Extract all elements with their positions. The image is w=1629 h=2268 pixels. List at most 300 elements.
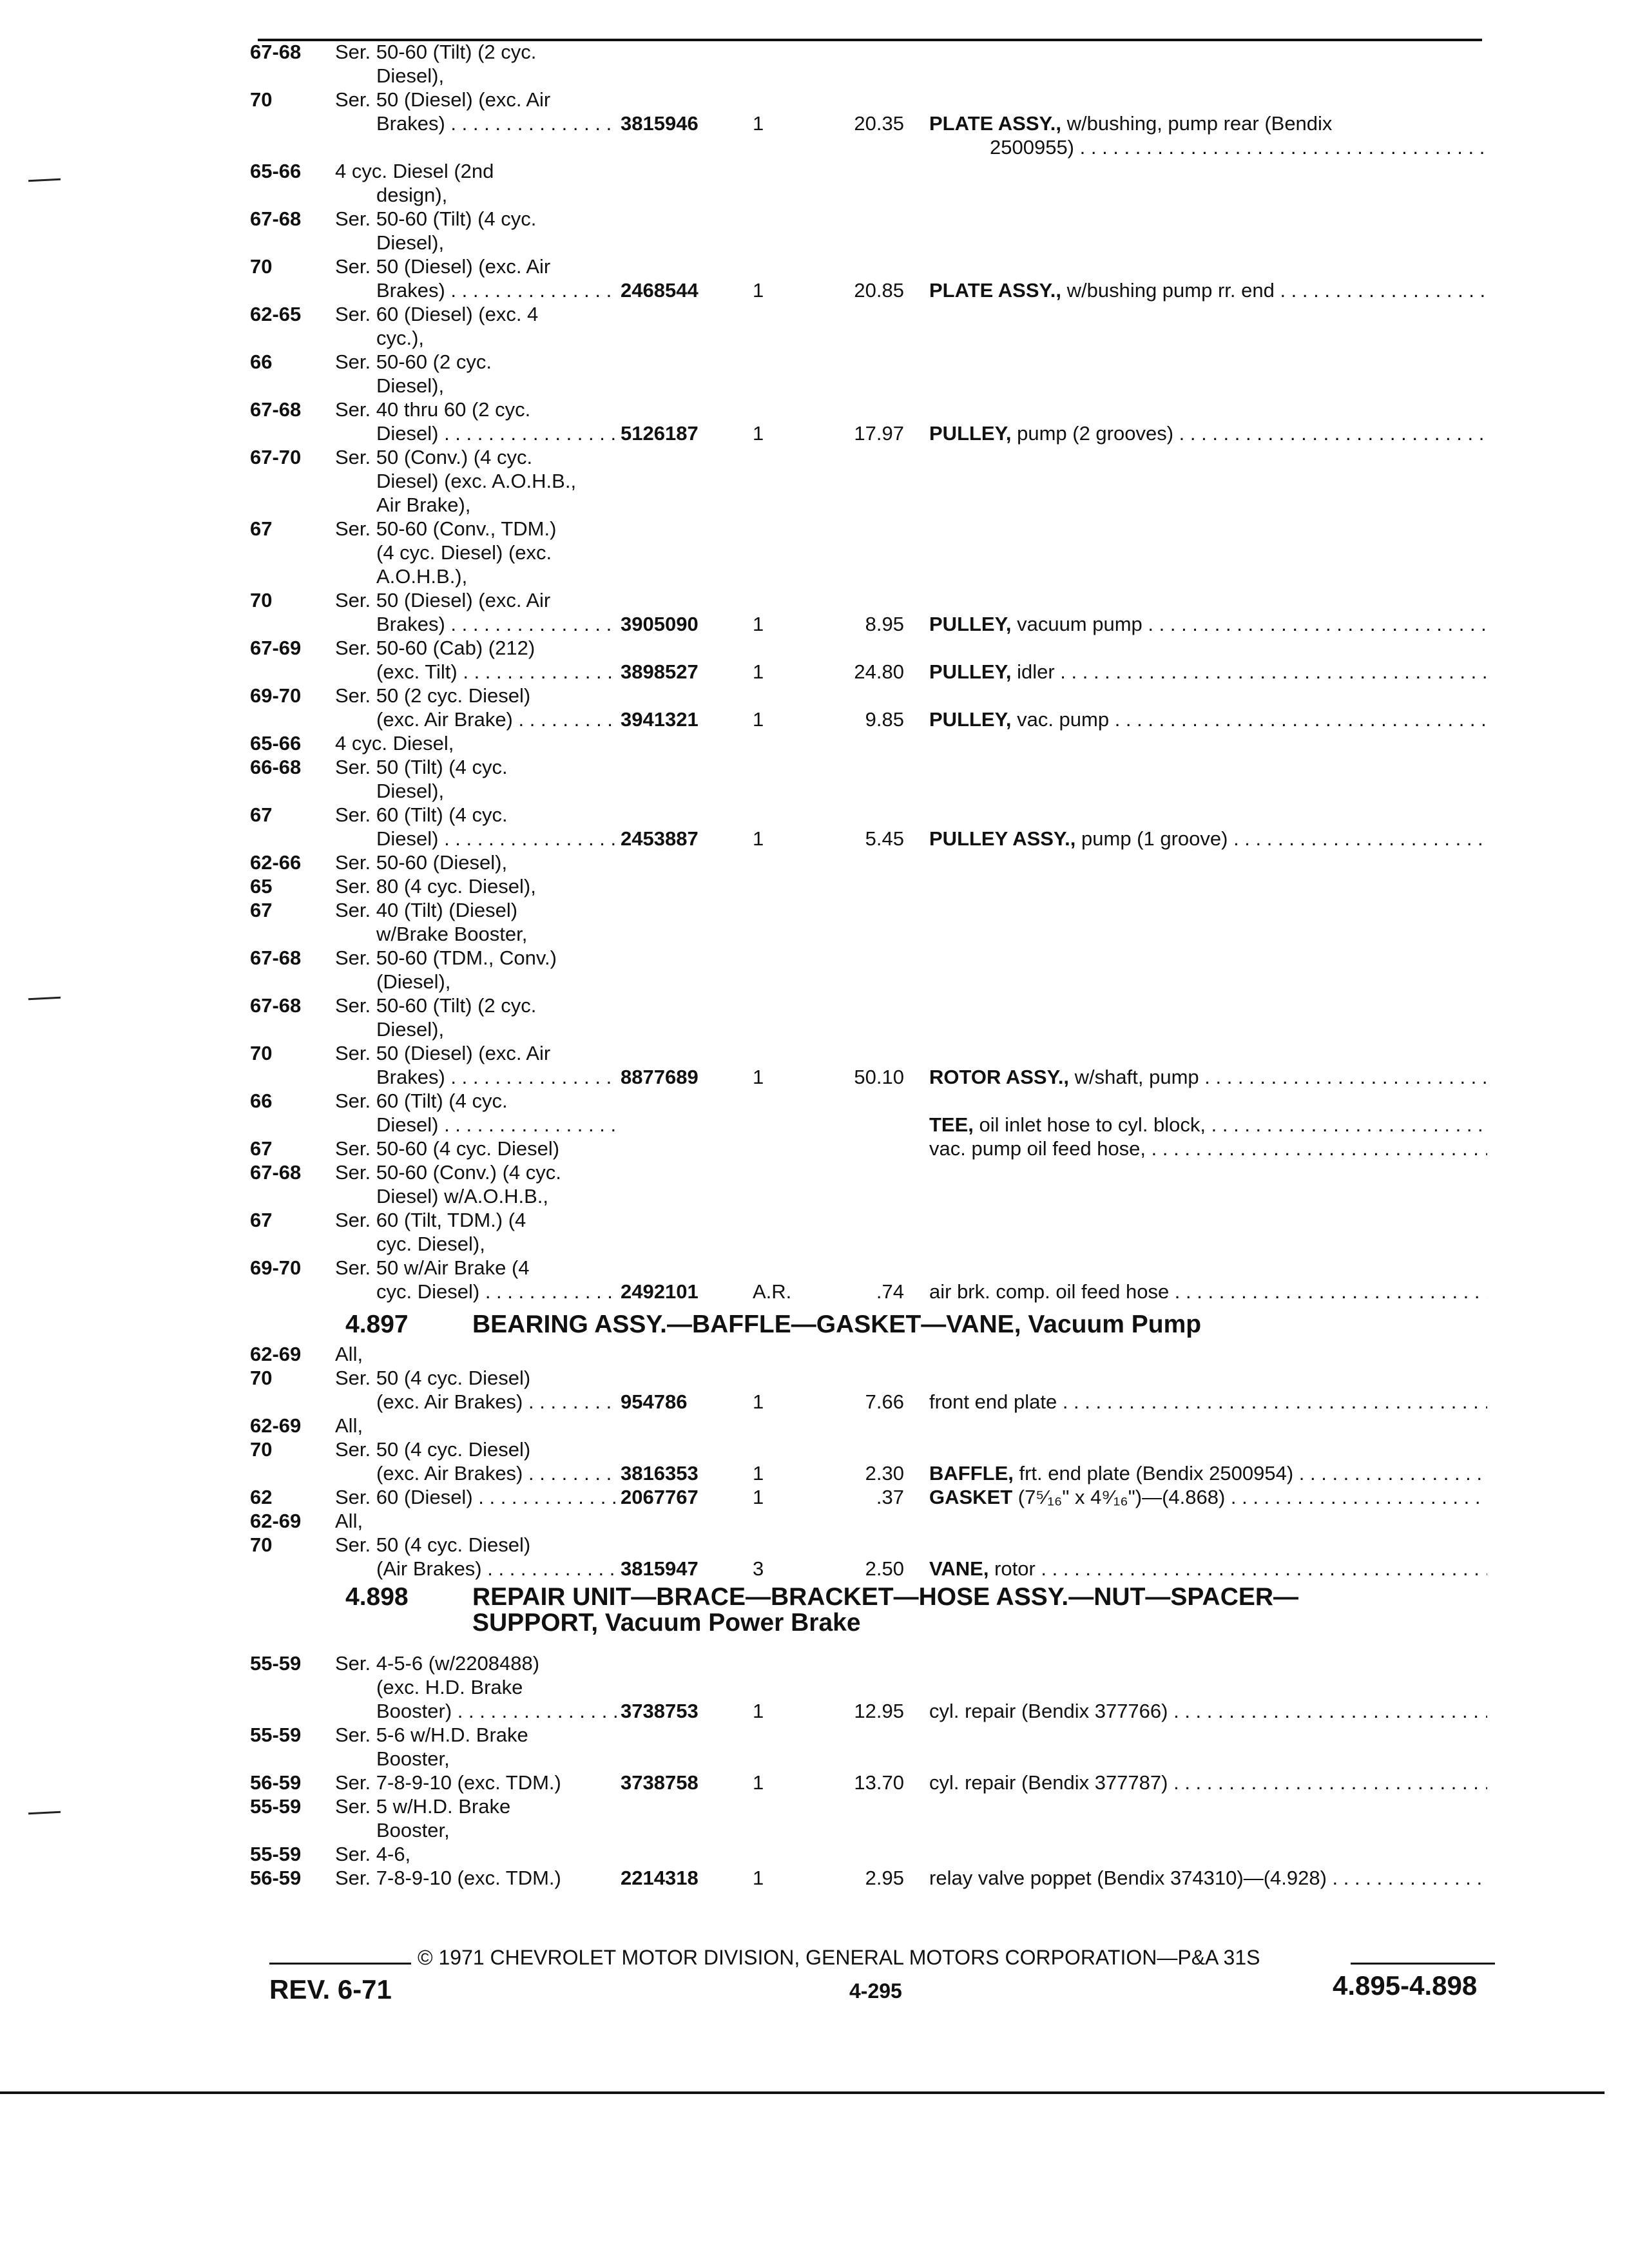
list-price: 2.95	[865, 1867, 904, 1889]
table-row	[250, 493, 1489, 517]
section-number: 4.897	[345, 1311, 409, 1338]
list-price: 24.80	[854, 660, 904, 683]
part-description	[929, 1137, 1487, 1160]
bottom-rule	[0, 2091, 1605, 2094]
model-description-continued: Brakes) . . .	[376, 612, 619, 636]
model-description-continued: design),	[376, 184, 448, 206]
table-row	[250, 1509, 1489, 1533]
model-description: Ser. 50-60 (TDM., Conv.)	[335, 947, 557, 969]
model-description-continued: Booster,	[376, 1819, 450, 1841]
table-row	[250, 946, 1489, 970]
model-year: 65	[250, 875, 273, 898]
margin-mark	[28, 178, 61, 182]
table-row	[250, 803, 1489, 827]
table-row	[250, 421, 1489, 445]
part-detail: pump (2 grooves) . . .	[1011, 422, 1487, 445]
table-row	[250, 1794, 1489, 1818]
margin-mark	[28, 1811, 61, 1815]
footer-rule-left	[269, 1963, 411, 1965]
model-description: Ser. 50 (Diesel) (exc. Air	[335, 255, 551, 278]
table-row	[250, 302, 1489, 326]
model-description-continued: Air Brake),	[376, 494, 471, 516]
part-detail: relay valve poppet (Bendix 374310)—(4.928) . . .	[929, 1867, 1487, 1889]
model-description: Ser. 80 (4 cyc. Diesel),	[335, 875, 536, 898]
model-year: 70	[250, 589, 273, 611]
model-year: 67	[250, 1137, 273, 1160]
model-description: Ser. 50 (Diesel) (exc. Air	[335, 589, 551, 611]
part-detail: vacuum pump . . .	[1011, 613, 1487, 635]
list-price: 5.45	[865, 827, 904, 850]
part-detail: rotor . . .	[988, 1557, 1487, 1580]
model-description: Ser. 60 (Diesel) (exc. 4	[335, 303, 539, 325]
table-row	[250, 1366, 1489, 1390]
table-row	[250, 1113, 1489, 1137]
table-row	[250, 1041, 1489, 1065]
table-row	[250, 1723, 1489, 1747]
model-description-continued: w/Brake Booster,	[376, 923, 528, 945]
table-row	[250, 111, 1489, 135]
part-description	[929, 278, 1487, 302]
model-year: 62-69	[250, 1510, 302, 1532]
part-description	[929, 421, 1487, 445]
model-description-continued: Diesel),	[376, 231, 445, 254]
table-row	[250, 88, 1489, 111]
model-year: 67-69	[250, 637, 302, 659]
model-year: 67-68	[250, 947, 302, 969]
table-row	[250, 350, 1489, 374]
table-row	[250, 994, 1489, 1017]
table-row	[250, 731, 1489, 755]
table-row	[250, 541, 1489, 564]
table-row	[250, 1675, 1489, 1699]
table-row	[250, 1390, 1489, 1414]
model-description-continued: Booster) . . .	[376, 1699, 619, 1723]
part-name: PULLEY,	[929, 708, 1012, 731]
table-row	[250, 1137, 1489, 1160]
part-description	[929, 1113, 1487, 1137]
model-year: 56-59	[250, 1867, 302, 1889]
model-description-continued: (Air Brakes) . . .	[376, 1557, 619, 1581]
table-row	[250, 1771, 1489, 1794]
table-row	[250, 398, 1489, 421]
model-year: 65-66	[250, 732, 302, 754]
model-year: 62-69	[250, 1343, 302, 1365]
list-price: 7.66	[865, 1390, 904, 1413]
part-description	[929, 1485, 1487, 1509]
model-description: Ser. 40 (Tilt) (Diesel)	[335, 899, 518, 921]
quantity: A.R.	[753, 1280, 792, 1303]
table-row	[250, 1089, 1489, 1113]
copyright-line: © 1971 CHEVROLET MOTOR DIVISION, GENERAL MOTORS CORPORATION—P&A 31S	[418, 1946, 1260, 1969]
table-row	[250, 1533, 1489, 1557]
model-description-continued: Brakes) . . .	[376, 278, 619, 302]
part-detail: w/shaft, pump . . .	[1069, 1066, 1487, 1088]
part-number: 2067767	[621, 1486, 699, 1508]
model-year: 70	[250, 1042, 273, 1064]
table-row	[250, 374, 1489, 398]
table-row	[250, 1208, 1489, 1232]
model-description: Ser. 50-60 (Tilt) (2 cyc.	[335, 41, 537, 63]
footer-rule-right	[1351, 1963, 1495, 1965]
table-row	[250, 898, 1489, 922]
model-description-continued: Diesel),	[376, 1018, 445, 1041]
model-description: Ser. 60 (Tilt) (4 cyc.	[335, 1090, 508, 1112]
model-year: 65-66	[250, 160, 302, 182]
model-description: Ser. 50 (2 cyc. Diesel)	[335, 684, 531, 707]
table-row	[250, 1842, 1489, 1866]
part-description	[929, 1771, 1487, 1794]
model-description-continued: A.O.H.B.),	[376, 565, 468, 588]
model-year: 67-68	[250, 41, 302, 63]
part-name: ROTOR ASSY.,	[929, 1066, 1070, 1088]
part-description	[929, 1390, 1487, 1414]
quantity: 1	[753, 279, 764, 302]
part-name: PULLEY ASSY.,	[929, 827, 1076, 850]
list-price: 2.50	[865, 1557, 904, 1580]
table-row	[250, 707, 1489, 731]
model-year: 70	[250, 1533, 273, 1556]
model-description: Ser. 50-60 (2 cyc.	[335, 351, 492, 373]
model-year: 62-65	[250, 303, 302, 325]
table-row	[250, 588, 1489, 612]
part-description	[929, 1866, 1487, 1890]
model-year: 62-66	[250, 851, 302, 874]
part-name: TEE,	[929, 1113, 974, 1136]
quantity: 1	[753, 660, 764, 683]
part-description	[929, 1699, 1487, 1723]
quantity: 1	[753, 1867, 764, 1889]
table-row	[250, 970, 1489, 994]
model-description-continued: Diesel),	[376, 780, 445, 802]
model-description: Ser. 50 (Tilt) (4 cyc.	[335, 756, 508, 778]
model-description: Ser. 7-8-9-10 (exc. TDM.)	[335, 1771, 561, 1794]
model-description: Ser. 40 thru 60 (2 cyc.	[335, 398, 531, 421]
model-year: 67-68	[250, 1161, 302, 1184]
model-description: 4 cyc. Diesel,	[335, 732, 454, 754]
table-row	[250, 1342, 1489, 1366]
model-description: Ser. 50 (Diesel) (exc. Air	[335, 1042, 551, 1064]
part-detail: oil inlet hose to cyl. block, . . .	[974, 1113, 1487, 1136]
table-row	[250, 1232, 1489, 1256]
list-price: .74	[876, 1280, 904, 1303]
table-row	[250, 159, 1489, 183]
part-detail: vac. pump oil feed hose, . . .	[929, 1137, 1487, 1160]
model-year: 69-70	[250, 684, 302, 707]
section-range: 4.895-4.898	[1333, 1970, 1478, 2001]
model-year: 70	[250, 1367, 273, 1389]
part-number: 3738758	[621, 1771, 699, 1794]
list-price: 20.85	[854, 279, 904, 302]
model-description: Ser. 50 (4 cyc. Diesel)	[335, 1438, 531, 1461]
part-number: 2468544	[621, 279, 699, 302]
table-row	[250, 278, 1489, 302]
model-year: 62	[250, 1486, 273, 1508]
part-name: VANE,	[929, 1557, 989, 1580]
model-description: Ser. 50 (4 cyc. Diesel)	[335, 1533, 531, 1556]
table-row	[250, 755, 1489, 779]
quantity: 1	[753, 422, 764, 445]
part-description	[929, 111, 1487, 135]
part-detail: (7⁵⁄₁₆" x 4⁹⁄₁₆")—(4.868) . . .	[1012, 1486, 1487, 1508]
section-title: REPAIR UNIT—BRACE—BRACKET—HOSE ASSY.—NUT—SPACER—	[472, 1583, 1299, 1611]
table-row	[250, 1699, 1489, 1723]
revision-label: REV. 6-71	[269, 1974, 392, 2004]
model-description: Ser. 5 w/H.D. Brake	[335, 1795, 511, 1818]
model-year: 67-70	[250, 446, 302, 468]
part-detail: frt. end plate (Bendix 2500954) . . .	[1014, 1462, 1487, 1485]
part-number: 8877689	[621, 1066, 699, 1088]
model-year: 66	[250, 1090, 273, 1112]
part-name: PLATE ASSY.,	[929, 112, 1061, 135]
model-description-continued: Brakes) . . .	[376, 111, 619, 135]
model-year: 69-70	[250, 1256, 302, 1279]
model-description: Ser. 4-5-6 (w/2208488)	[335, 1652, 540, 1675]
quantity: 1	[753, 1390, 764, 1413]
part-detail: vac. pump . . .	[1011, 708, 1487, 731]
part-description	[929, 1461, 1487, 1485]
model-description-continued: (exc. Air Brakes) . . .	[376, 1390, 619, 1414]
part-detail: idler . . .	[1011, 660, 1487, 683]
model-year: 70	[250, 255, 273, 278]
model-description-continued: Diesel) . . .	[376, 1113, 619, 1137]
model-description: Ser. 50-60 (Conv., TDM.)	[335, 517, 557, 540]
part-detail: w/bushing pump rr. end . . .	[1061, 279, 1487, 302]
model-description-continued: (exc. H.D. Brake	[376, 1676, 523, 1698]
model-description: Ser. 50-60 (Cab) (212)	[335, 637, 535, 659]
page-number: 4-295	[849, 1979, 902, 2003]
table-row	[250, 1414, 1489, 1437]
table-row	[250, 445, 1489, 469]
table-row	[250, 922, 1489, 946]
model-description-continued: Diesel),	[376, 64, 445, 87]
part-number: 2492101	[621, 1280, 699, 1303]
part-number: 3905090	[621, 613, 699, 635]
section-title-continued: SUPPORT, Vacuum Power Brake	[472, 1609, 861, 1637]
part-name: PLATE ASSY.,	[929, 279, 1061, 302]
model-description-continued: Diesel) (exc. A.O.H.B.,	[376, 470, 577, 492]
table-row	[250, 684, 1489, 707]
model-description-continued: cyc. Diesel) . . .	[376, 1280, 619, 1303]
model-description: Ser. 50-60 (Tilt) (2 cyc.	[335, 994, 537, 1017]
part-number: 2453887	[621, 827, 699, 850]
model-description-continued: cyc. Diesel),	[376, 1233, 485, 1255]
part-name: GASKET	[929, 1486, 1013, 1508]
model-description-continued: (exc. Air Brake) . . .	[376, 707, 619, 731]
table-row	[250, 1017, 1489, 1041]
table-row	[250, 1651, 1489, 1675]
model-year: 70	[250, 88, 273, 111]
section-heading	[250, 1307, 1489, 1342]
table-row	[250, 135, 1489, 159]
model-description-continued: cyc.),	[376, 327, 425, 349]
table-row	[250, 1747, 1489, 1771]
part-name: PULLEY,	[929, 422, 1012, 445]
model-year: 67-68	[250, 994, 302, 1017]
model-description: Ser. 7-8-9-10 (exc. TDM.)	[335, 1867, 561, 1889]
model-description-continued: Booster,	[376, 1747, 450, 1770]
part-description	[929, 707, 1487, 731]
table-row	[250, 636, 1489, 660]
part-name: BAFFLE,	[929, 1462, 1014, 1485]
quantity: 1	[753, 112, 764, 135]
part-number: 5126187	[621, 422, 699, 445]
model-description-continued: (exc. Tilt) . . .	[376, 660, 619, 684]
model-year: 66-68	[250, 756, 302, 778]
table-row	[250, 1461, 1489, 1485]
part-description	[929, 1065, 1487, 1089]
table-row	[250, 40, 1489, 64]
model-year: 70	[250, 1438, 273, 1461]
list-price: 17.97	[854, 422, 904, 445]
table-row	[250, 255, 1489, 278]
part-name: PULLEY,	[929, 660, 1012, 683]
table-row	[250, 207, 1489, 231]
part-detail: 2500955) . . .	[990, 136, 1487, 159]
table-row	[250, 1437, 1489, 1461]
model-description-continued: (Diesel),	[376, 970, 451, 993]
model-description-continued: Diesel) . . .	[376, 827, 619, 850]
quantity: 1	[753, 1700, 764, 1722]
model-description: 4 cyc. Diesel (2nd	[335, 160, 494, 182]
model-year: 67	[250, 1209, 273, 1231]
part-description	[929, 1557, 1487, 1581]
section-title: BEARING ASSY.—BAFFLE—GASKET—VANE, Vacuum Pump	[472, 1311, 1202, 1338]
quantity: 1	[753, 708, 764, 731]
quantity: 3	[753, 1557, 764, 1580]
table-row	[250, 874, 1489, 898]
part-number: 3815946	[621, 112, 699, 135]
model-year: 55-59	[250, 1795, 302, 1818]
part-number: 3816353	[621, 1462, 699, 1485]
list-price: 50.10	[854, 1066, 904, 1088]
quantity: 1	[753, 827, 764, 850]
model-description-continued: Diesel) . . .	[376, 421, 619, 445]
list-price: 2.30	[865, 1462, 904, 1485]
table-row	[250, 231, 1489, 255]
part-number: 3898527	[621, 660, 699, 683]
list-price: 9.85	[865, 708, 904, 731]
part-detail: cyl. repair (Bendix 377787) . . .	[929, 1771, 1487, 1794]
model-description-continued: Brakes) . . .	[376, 1065, 619, 1089]
part-name: PULLEY,	[929, 613, 1012, 635]
table-row	[250, 827, 1489, 850]
model-description: Ser. 50-60 (Tilt) (4 cyc.	[335, 207, 537, 230]
model-year: 67	[250, 899, 273, 921]
model-description: Ser. 4-6,	[335, 1843, 411, 1865]
table-row	[250, 1280, 1489, 1303]
section-heading	[250, 1584, 1489, 1651]
part-description	[929, 660, 1487, 684]
model-year: 62-69	[250, 1414, 302, 1437]
model-description-continued: Diesel) w/A.O.H.B.,	[376, 1185, 548, 1207]
list-price: .37	[876, 1486, 904, 1508]
table-row	[250, 517, 1489, 541]
table-row	[250, 1256, 1489, 1280]
quantity: 1	[753, 1486, 764, 1508]
model-year: 67	[250, 803, 273, 826]
model-description: Ser. 50 (4 cyc. Diesel)	[335, 1367, 531, 1389]
table-row	[250, 1160, 1489, 1184]
table-row	[250, 564, 1489, 588]
model-description: Ser. 50 (Diesel) (exc. Air	[335, 88, 551, 111]
part-number: 3941321	[621, 708, 699, 731]
model-description-continued: Diesel),	[376, 374, 445, 397]
model-description: All,	[335, 1414, 363, 1437]
model-description: Ser. 50 w/Air Brake (4	[335, 1256, 530, 1279]
table-row	[250, 612, 1489, 636]
part-number: 3738753	[621, 1700, 699, 1722]
model-year: 66	[250, 351, 273, 373]
part-detail: front end plate . . .	[929, 1390, 1487, 1413]
model-year: 67	[250, 517, 273, 540]
table-row	[250, 1818, 1489, 1842]
table-row	[250, 1557, 1489, 1581]
part-detail: air brk. comp. oil feed hose . . .	[929, 1280, 1487, 1303]
model-description: All,	[335, 1510, 363, 1532]
model-description: Ser. 5-6 w/H.D. Brake	[335, 1724, 528, 1746]
model-description: Ser. 60 (Diesel) . . .	[335, 1485, 619, 1509]
part-detail: w/bushing, pump rear (Bendix	[1061, 112, 1333, 135]
model-year: 56-59	[250, 1771, 302, 1794]
part-number: 3815947	[621, 1557, 699, 1580]
table-row	[250, 326, 1489, 350]
model-description-continued: (exc. Air Brakes) . . .	[376, 1461, 619, 1485]
table-row	[250, 183, 1489, 207]
model-description: All,	[335, 1343, 363, 1365]
table-row	[250, 660, 1489, 684]
model-year: 67-68	[250, 207, 302, 230]
list-price: 13.70	[854, 1771, 904, 1794]
table-row	[250, 850, 1489, 874]
model-year: 55-59	[250, 1652, 302, 1675]
model-year: 67-68	[250, 398, 302, 421]
part-description	[929, 1280, 1487, 1303]
part-number: 954786	[621, 1390, 688, 1413]
part-description	[929, 827, 1487, 850]
list-price: 8.95	[865, 613, 904, 635]
quantity: 1	[753, 1771, 764, 1794]
part-number: 2214318	[621, 1867, 699, 1889]
model-description: Ser. 60 (Tilt) (4 cyc.	[335, 803, 508, 826]
table-row	[250, 1065, 1489, 1089]
quantity: 1	[753, 1462, 764, 1485]
model-description: Ser. 60 (Tilt, TDM.) (4	[335, 1209, 526, 1231]
table-row	[250, 1485, 1489, 1509]
table-row	[250, 1184, 1489, 1208]
margin-mark	[28, 997, 61, 1001]
list-price: 12.95	[854, 1700, 904, 1722]
part-description	[929, 612, 1487, 636]
table-row	[250, 1866, 1489, 1890]
model-description: Ser. 50-60 (Conv.) (4 cyc.	[335, 1161, 561, 1184]
model-year: 55-59	[250, 1724, 302, 1746]
list-price: 20.35	[854, 112, 904, 135]
model-description: Ser. 50-60 (Diesel),	[335, 851, 508, 874]
parts-listing	[250, 40, 1489, 1890]
model-description-continued: (4 cyc. Diesel) (exc.	[376, 541, 552, 564]
model-description: Ser. 50 (Conv.) (4 cyc.	[335, 446, 533, 468]
model-year: 55-59	[250, 1843, 302, 1865]
part-description-continued	[990, 135, 1487, 159]
table-row	[250, 779, 1489, 803]
model-description: Ser. 50-60 (4 cyc. Diesel)	[335, 1137, 560, 1160]
part-detail: pump (1 groove) . . .	[1075, 827, 1487, 850]
section-number: 4.898	[345, 1583, 409, 1611]
quantity: 1	[753, 613, 764, 635]
quantity: 1	[753, 1066, 764, 1088]
part-detail: cyl. repair (Bendix 377766) . . .	[929, 1700, 1487, 1722]
table-row	[250, 469, 1489, 493]
